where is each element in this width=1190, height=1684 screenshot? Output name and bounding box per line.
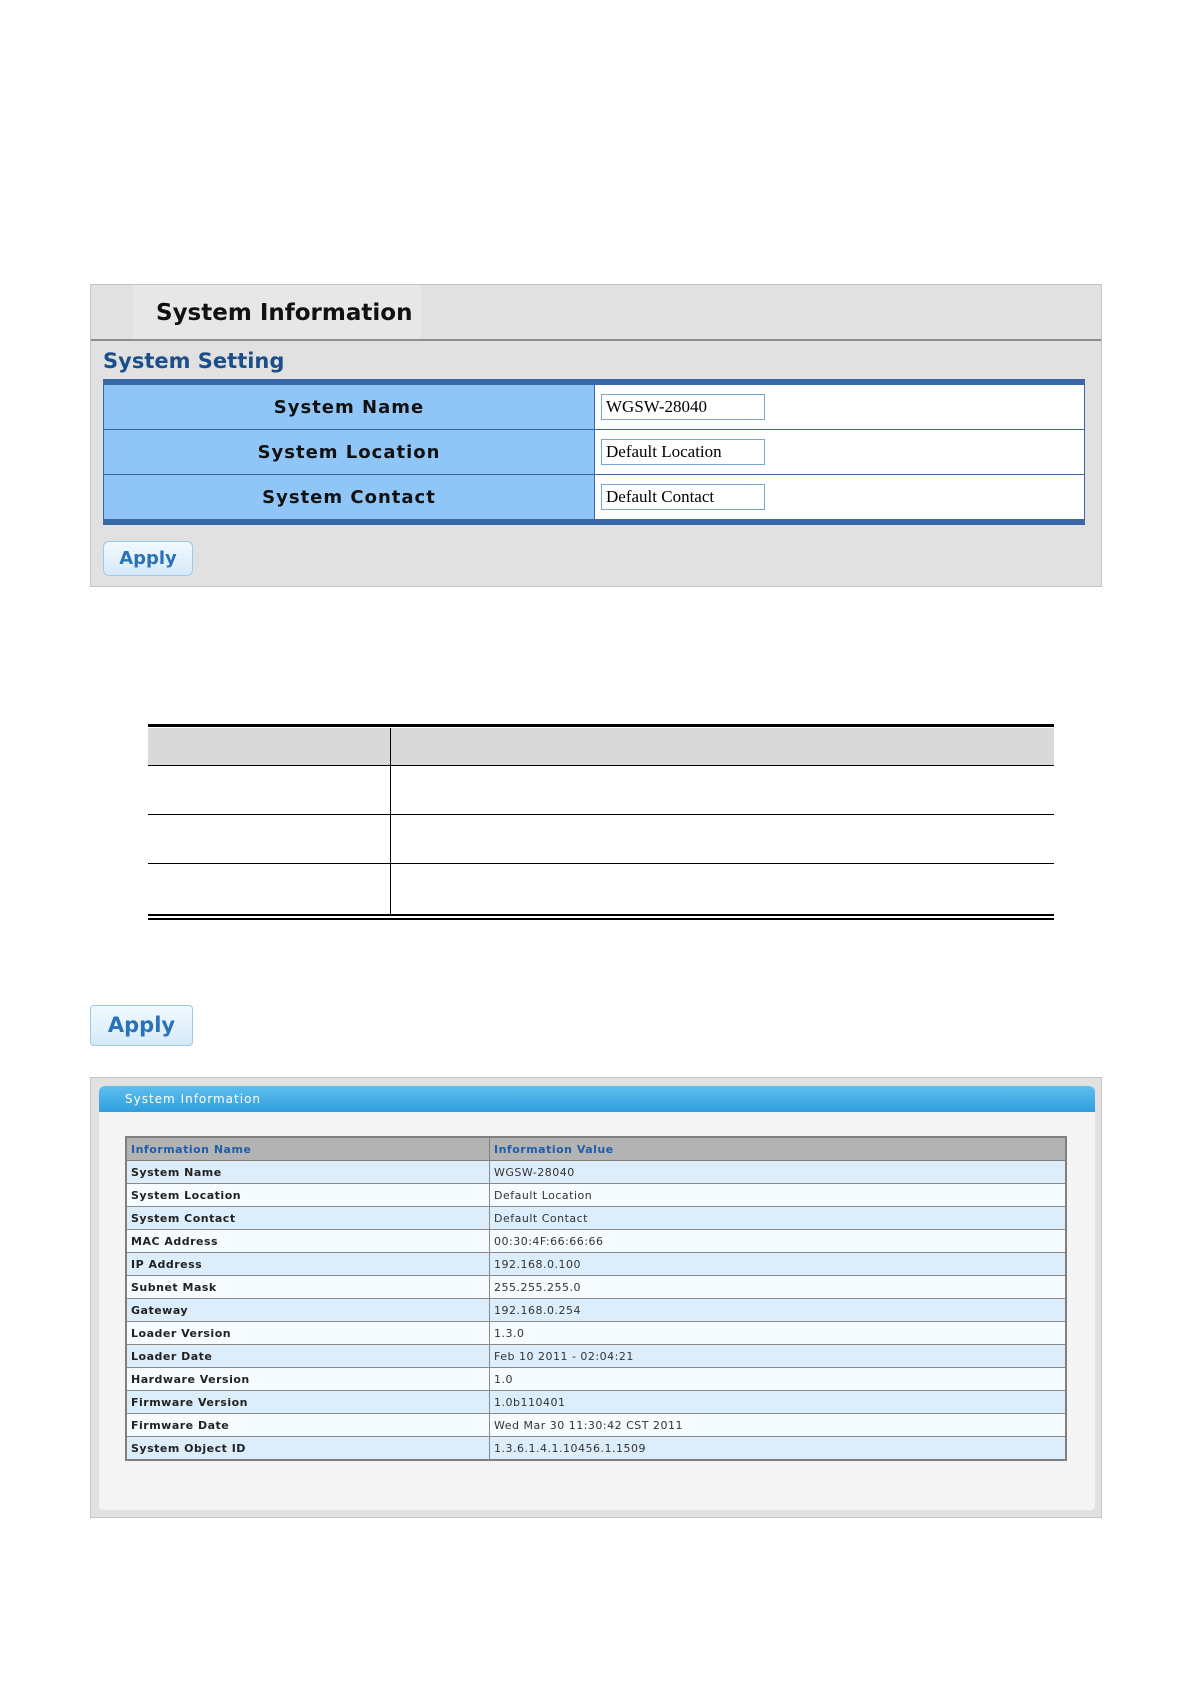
apply-button[interactable]: Apply [103, 541, 193, 576]
info-name: MAC Address [126, 1230, 490, 1253]
system-location-label: System Location [104, 430, 595, 474]
system-name-label: System Name [104, 385, 595, 429]
info-value: 1.0 [490, 1368, 1067, 1391]
info-value: 1.0b110401 [490, 1391, 1067, 1414]
info-name: Firmware Version [126, 1391, 490, 1414]
system-name-input[interactable] [601, 394, 765, 420]
info-value: 1.3.0 [490, 1322, 1067, 1345]
setting-row-system-contact [104, 475, 1084, 519]
info-value: 255.255.255.0 [490, 1276, 1067, 1299]
info-name: Hardware Version [126, 1368, 490, 1391]
info-value: 192.168.0.254 [490, 1299, 1067, 1322]
column-header-name: Information Name [126, 1137, 490, 1161]
info-name: Loader Date [126, 1345, 490, 1368]
info-name: Gateway [126, 1299, 490, 1322]
table-column-divider [390, 728, 391, 914]
table-row-divider [148, 814, 1054, 815]
table-row [126, 1414, 1066, 1437]
table-row [126, 1345, 1066, 1368]
table-row-divider [148, 863, 1054, 864]
panel-title-bar [91, 285, 1101, 341]
table-row [126, 1368, 1066, 1391]
table-bottom-rule [148, 914, 1054, 916]
setting-row-system-name [104, 385, 1084, 430]
system-information-table [125, 1136, 1067, 1461]
description-table [148, 724, 1054, 920]
info-name: Firmware Date [126, 1414, 490, 1437]
table-header-row [126, 1137, 1066, 1161]
info-name: IP Address [126, 1253, 490, 1276]
info-name: Loader Version [126, 1322, 490, 1345]
info-value: 1.3.6.1.4.1.10456.1.1509 [490, 1437, 1067, 1461]
info-name: System Location [126, 1184, 490, 1207]
table-row [126, 1184, 1066, 1207]
info-value: Default Contact [490, 1207, 1067, 1230]
system-location-input[interactable] [601, 439, 765, 465]
system-setting-panel [90, 284, 1102, 587]
table-row [126, 1253, 1066, 1276]
table-row [126, 1161, 1066, 1184]
table-top-rule [148, 724, 1054, 727]
table-row [126, 1322, 1066, 1345]
info-value: Wed Mar 30 11:30:42 CST 2011 [490, 1414, 1067, 1437]
section-title: System Setting [103, 349, 285, 373]
info-name: Subnet Mask [126, 1276, 490, 1299]
table-row [126, 1207, 1066, 1230]
table-row [126, 1276, 1066, 1299]
page-title: System Information [156, 300, 413, 326]
info-value: 00:30:4F:66:66:66 [490, 1230, 1067, 1253]
info-name: System Name [126, 1161, 490, 1184]
info-name: System Object ID [126, 1437, 490, 1461]
table-row [126, 1299, 1066, 1322]
table-header-row [148, 728, 1054, 766]
table-row [126, 1230, 1066, 1253]
panel-header [99, 1086, 1095, 1112]
table-row [126, 1437, 1066, 1461]
info-value: Default Location [490, 1184, 1067, 1207]
table-bottom-rule [148, 918, 1054, 920]
info-name: System Contact [126, 1207, 490, 1230]
panel-header-title: System Information [125, 1092, 262, 1106]
system-contact-label: System Contact [104, 475, 595, 519]
info-value: WGSW-28040 [490, 1161, 1067, 1184]
system-contact-input[interactable] [601, 484, 765, 510]
apply-button-large[interactable]: Apply [90, 1005, 193, 1046]
system-information-panel [90, 1077, 1102, 1518]
table-row [126, 1391, 1066, 1414]
column-header-value: Information Value [490, 1137, 1067, 1161]
setting-row-system-location [104, 430, 1084, 475]
system-setting-table [103, 379, 1085, 525]
info-value: Feb 10 2011 - 02:04:21 [490, 1345, 1067, 1368]
info-value: 192.168.0.100 [490, 1253, 1067, 1276]
